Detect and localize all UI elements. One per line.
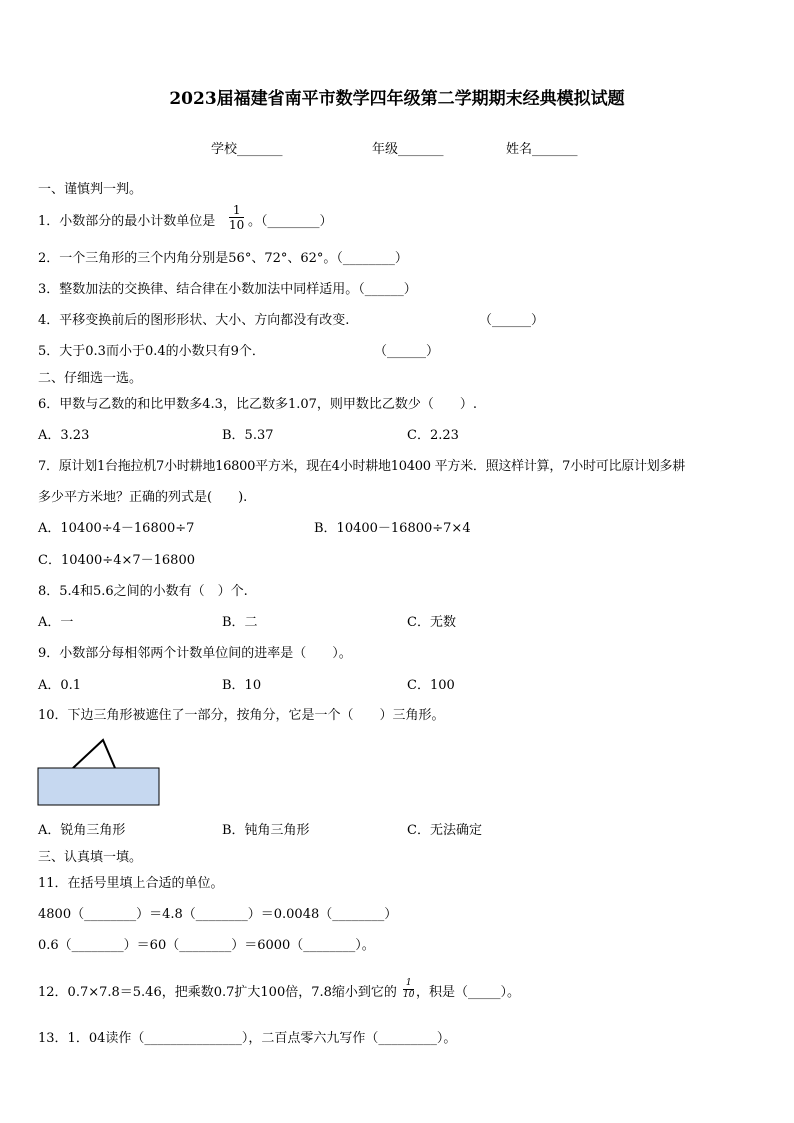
question-7-option-c: C．10400÷4×7－16800 (38, 553, 195, 568)
question-9-option-a: A．0.1 (38, 678, 82, 693)
fraction-numerator: 1 (403, 979, 414, 990)
question-10-option-b: B．钝角三角形 (222, 823, 310, 838)
question-9-option-c: C．100 (407, 678, 455, 693)
question-5-text: 5．大于0.3而小于0.4的小数只有9个． (38, 344, 265, 359)
question-2: 2．一个三角形的三个内角分别是56°、72°、62°。（________） (38, 251, 408, 266)
question-8-option-b: B．二 (222, 615, 258, 630)
section-3-heading: 三、认真填一填。 (38, 850, 143, 865)
question-5-blank: （______） (374, 344, 440, 359)
name-field: 姓名_______ (506, 142, 578, 157)
question-1-fraction (229, 204, 244, 231)
page-title: 2023届福建省南平市数学四年级第二学期期末经典模拟试题 (169, 89, 625, 109)
question-6-text: 6．甲数与乙数的和比甲数多4.3，比乙数多1.07，则甲数比乙数少（ ）. (38, 397, 478, 412)
question-1-text: 1．小数部分的最小计数单位是 (38, 214, 216, 229)
question-8-text: 8．5.4和5.6之间的小数有（ ）个. (38, 584, 248, 599)
question-7-option-a: A．10400÷4－16800÷7 (38, 521, 195, 536)
question-7-line-1: 7．原计划1台拖拉机7小时耕地16800平方米，现在4小时耕地10400 平方米．照这样计算，7小时可比原计划多耕 (38, 459, 685, 474)
question-12-text: 12．0.7×7.8＝5.46，把乘数0.7扩大100倍，7.8缩小到它的 (38, 985, 397, 1000)
question-10-option-c: C．无法确定 (407, 823, 482, 838)
question-6-option-b: B．5.37 (222, 428, 274, 443)
question-4-text: 4．平移变换前后的图形形状、大小、方向都没有改变. (38, 313, 350, 328)
section-1-heading: 一、谨慎判一判。 (38, 182, 143, 197)
school-field: 学校_______ (211, 142, 283, 157)
section-2-heading: 二、仔细选一选。 (38, 371, 143, 386)
covered-triangle-figure (37, 737, 162, 807)
question-11-line-2: 0.6（________）＝60（________）＝6000（________）。 (38, 938, 375, 953)
question-6-option-c: C．2.23 (407, 428, 459, 443)
question-9-text: 9．小数部分每相邻两个计数单位间的进率是（ ）。 (38, 646, 352, 661)
question-6-option-a: A．3.23 (38, 428, 90, 443)
question-11-line-1: 4800（________）＝4.8（________）＝0.0048（________） (38, 907, 398, 922)
fraction-denominator: 10 (403, 990, 415, 1000)
question-1-blank: 。（________） (248, 214, 333, 229)
question-12-blank: ，积是（_____）。 (416, 985, 521, 1000)
question-9-option-b: B．10 (222, 678, 262, 693)
question-7-option-b: B．10400－16800÷7×4 (314, 521, 471, 536)
question-8-option-a: A．一 (38, 615, 74, 630)
question-4-blank: （______） (479, 313, 545, 328)
question-10-text: 10．下边三角形被遮住了一部分，按角分，它是一个（ ）三角形。 (38, 708, 445, 723)
question-12-fraction (403, 979, 414, 1000)
question-11-text: 11．在括号里填上合适的单位。 (38, 876, 224, 891)
triangle-visible-edges (73, 740, 115, 768)
cover-rectangle (38, 768, 159, 805)
question-13: 13．1．04读作（_______________），二百点零六九写作（_________）。 (38, 1031, 457, 1046)
question-3: 3．整数加法的交换律、结合律在小数加法中同样适用。（______） (38, 282, 417, 297)
question-7-line-2: 多少平方米地？正确的列式是( ). (38, 490, 248, 505)
question-10-option-a: A．锐角三角形 (38, 823, 126, 838)
fraction-numerator: 1 (229, 204, 244, 218)
grade-field: 年级_______ (372, 142, 444, 157)
fraction-denominator: 10 (229, 218, 245, 232)
question-8-option-c: C．无数 (407, 615, 456, 630)
